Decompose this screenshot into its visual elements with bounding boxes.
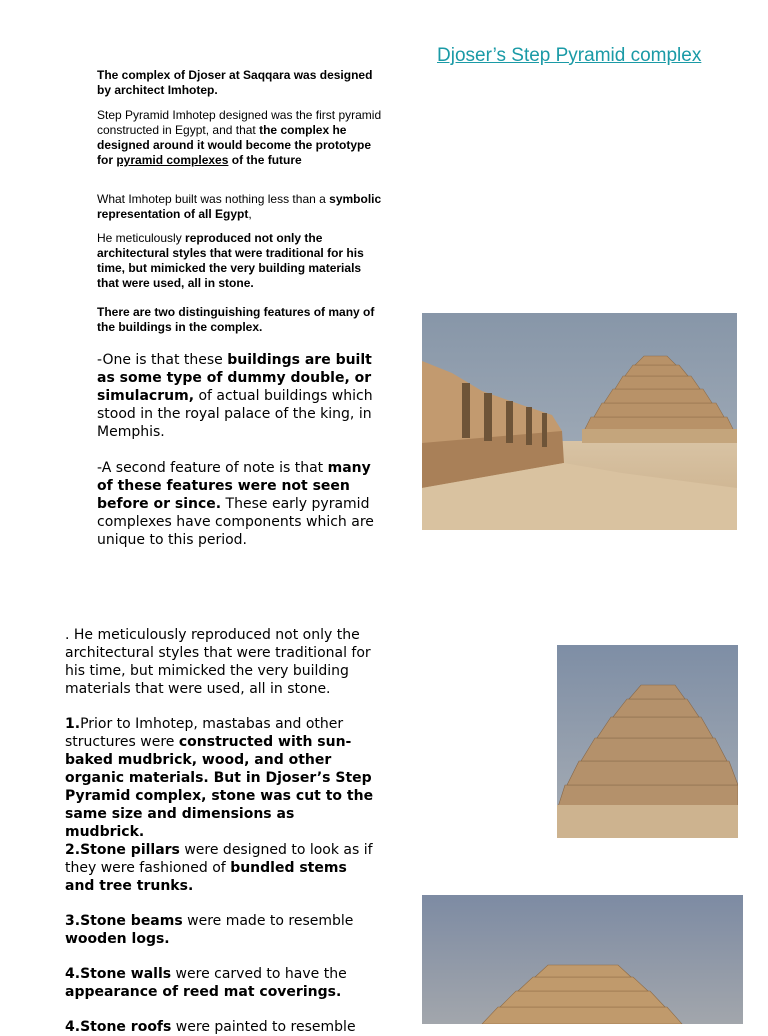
item-lead: Stone beams	[80, 913, 183, 929]
step-pyramid-wall-photo	[422, 313, 737, 530]
feature-one-a: -One is that these	[97, 352, 228, 368]
item-text-b: bundled stems and tree trunks.	[65, 860, 347, 894]
feature-one-c: of actual buildings which stood in the royal palace of the king, in Memphis.	[97, 388, 373, 440]
item-number: 2.	[65, 842, 81, 858]
item-text-b: appearance of reed mat coverings.	[65, 984, 342, 1000]
item-text-b: constructed with sun-baked mudbrick, wood, and other organic materials. But in Djoser’s Step Pyramid complex, stone was cut to the same size and dimensions as mudbrick.	[65, 734, 374, 840]
prototype-text-a: Step Pyramid Imhotep designed was the first pyramid constructed in Egypt, and that	[97, 108, 382, 137]
item-lead: Stone walls	[80, 966, 172, 982]
meticulous-text-b: reproduced not only the architectural styles that were traditional for his time, but mimicked the very building materials that were used, all in stone.	[97, 231, 364, 290]
step-pyramid-below-photo	[422, 895, 743, 1024]
symbolic-text-b: symbolic representation of all Egypt	[97, 192, 382, 221]
prototype-text-b: the complex he designed around it would become the prototype for	[97, 123, 372, 167]
symbolic-text-c: ,	[248, 207, 252, 221]
item-number: 4.	[65, 966, 81, 982]
item-lead: Stone pillars	[80, 842, 180, 858]
prototype-paragraph	[97, 108, 385, 168]
list-item-3	[65, 912, 375, 948]
pyramid-complexes-link: pyramid complexes	[116, 153, 229, 167]
feature-two	[97, 459, 387, 549]
item-text-a: were designed to look as if they were fashioned of	[65, 842, 373, 876]
lower-intro-paragraph	[65, 626, 375, 698]
intro-paragraph	[97, 68, 385, 98]
prototype-text-d: of the future	[228, 153, 302, 167]
item-number: 4.	[65, 1019, 81, 1035]
symbolic-paragraph	[97, 192, 385, 222]
item-number: 1.	[65, 716, 81, 732]
list-item-1	[65, 715, 375, 841]
item-text-a: were carved to have the	[171, 966, 347, 982]
feature-one	[97, 351, 387, 441]
step-pyramid-close-photo	[557, 645, 738, 838]
symbolic-text-a: What Imhotep built was nothing less than a	[97, 192, 330, 206]
item-text-a: were made to resemble	[182, 913, 354, 929]
feature-two-c: These early pyramid complexes have components which are unique to this period.	[97, 496, 374, 548]
item-text-b: wooden logs.	[65, 931, 170, 947]
list-item-5	[65, 1018, 375, 1036]
item-text-a: Prior to Imhotep, mastabas and other structures were	[65, 716, 344, 750]
feature-two-b: many of these features were not seen before or since.	[97, 460, 371, 512]
features-paragraph	[97, 305, 385, 335]
item-text-a: were painted to resemble	[171, 1019, 356, 1035]
feature-one-b: buildings are built as some type of dummy double, or simulacrum,	[97, 352, 372, 404]
list-item-2	[65, 841, 375, 895]
meticulous-paragraph	[97, 231, 385, 291]
item-number: 3.	[65, 913, 81, 929]
features-text: There are two distinguishing features of many of the buildings in the complex.	[97, 305, 375, 334]
meticulous-text-a: He meticulously	[97, 231, 186, 245]
feature-two-a: -A second feature of note is that	[97, 460, 328, 476]
lower-intro-text: . He meticulously reproduced not only the architectural styles that were traditional for his time, but mimicked the very building materials that were used, all in stone.	[65, 627, 371, 697]
item-lead: Stone roofs	[80, 1019, 172, 1035]
page-title[interactable]: Djoser’s Step Pyramid complex	[437, 45, 702, 66]
intro-text: The complex of Djoser at Saqqara was designed by architect Imhotep.	[97, 68, 373, 97]
list-item-4	[65, 965, 375, 1001]
